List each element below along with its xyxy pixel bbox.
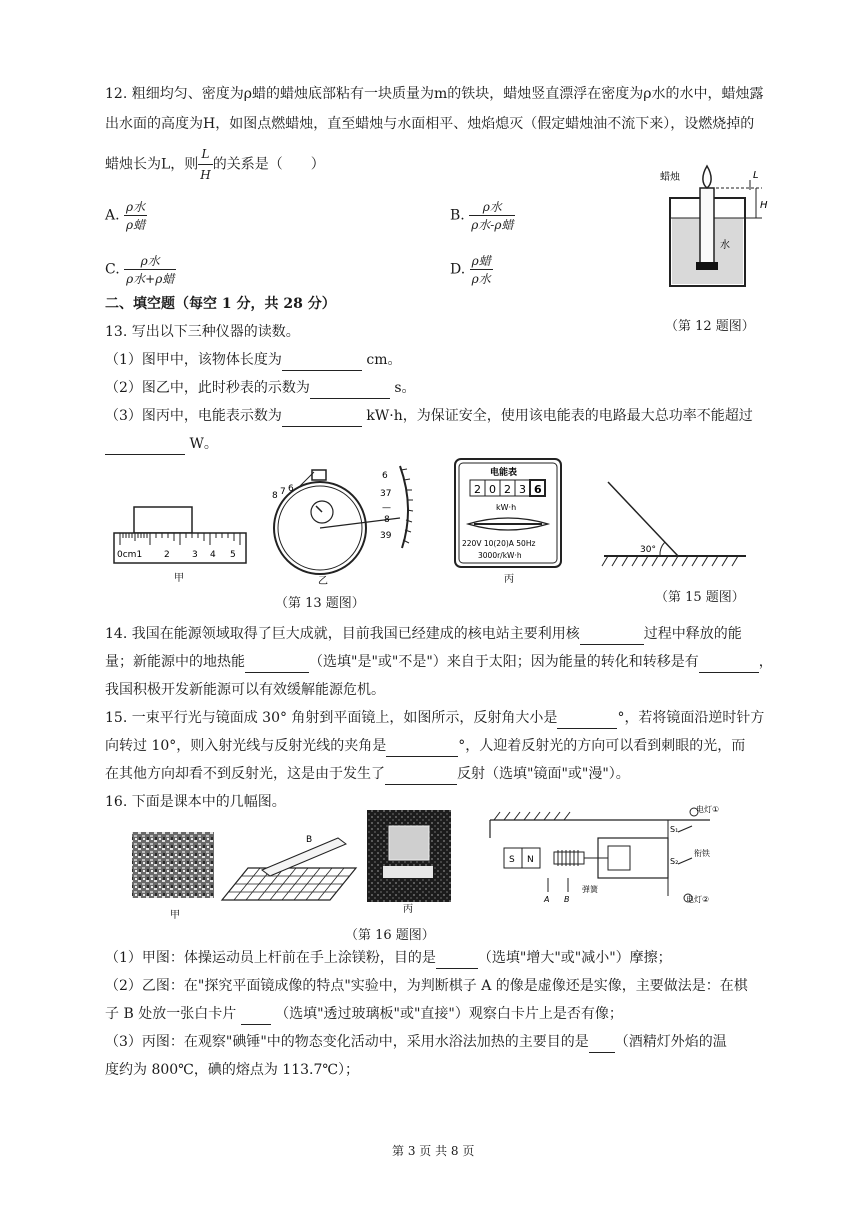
q12-candle-figure	[650, 158, 780, 290]
q16-blank-friction[interactable]	[436, 948, 478, 969]
q16-p2-post: （选填"透过玻璃板"或"直接"）观察白卡片上是否有像；	[275, 1006, 623, 1022]
meter-digits	[470, 480, 545, 496]
meter-digit-2: 0	[489, 483, 496, 496]
switch-s2	[678, 858, 692, 864]
q16-title: 16. 下面是课本中的几幅图。	[105, 794, 286, 810]
q15-line2	[105, 736, 745, 757]
q14-l2-mid: （选填"是"或"不是"）来自于太阳；因为能量的转化和转移是有	[309, 654, 699, 670]
option-a-fraction	[124, 198, 147, 233]
q13-p3-post: W。	[189, 436, 218, 452]
stopwatch-crown	[312, 470, 326, 480]
q16-part3-line1	[105, 1032, 727, 1053]
option-a-num: ρ水	[126, 200, 146, 214]
q12-option-a[interactable]	[105, 198, 147, 233]
q16-circuit-figure	[488, 802, 728, 904]
q13-part3-cont	[105, 434, 218, 455]
q13-p1-pre: （1）图甲中，该物体长度为	[105, 352, 282, 368]
angle-arc	[660, 542, 665, 556]
flame-icon	[703, 166, 711, 188]
option-d-den: ρ水	[471, 272, 491, 286]
q14-line1	[105, 624, 742, 645]
label-a: A	[544, 895, 550, 904]
q16-photo-jia	[130, 832, 220, 922]
iron-block	[696, 262, 718, 270]
measured-object	[134, 507, 192, 533]
label-L: L	[753, 170, 759, 181]
q15-line1	[105, 708, 764, 729]
q13-p3-mid: kW·h，为保证安全，使用该电能表的电路最大总功率不能超过	[366, 408, 753, 424]
q16-blank-purpose[interactable]	[589, 1032, 615, 1053]
label-s2: S₂	[670, 857, 679, 866]
q14-l1-pre: 14. 我国在能源领域取得了巨大成就，目前我国已经建成的核电站主要利用核	[105, 626, 580, 642]
ruler-label-5: 5	[230, 550, 236, 560]
q12-line2: 出水面的高度为H，如图点燃蜡烛，直至蜡烛与水面相平、烛焰熄灭（假定蜡烛油不流下来），设燃烧掉的	[105, 116, 755, 132]
q13-title: 13. 写出以下三种仪器的读数。	[105, 324, 300, 340]
q13-p2-post: s。	[394, 380, 416, 396]
q12-frac-den: H	[200, 168, 211, 182]
q14-line2	[105, 652, 773, 673]
q16-p2-pre: 子 B 处放一张白卡片	[105, 1006, 237, 1022]
q15-l3-pre: 在其他方向却看不到反射光，这是由于发生了	[105, 766, 385, 782]
q13-part3	[105, 406, 753, 427]
label-b-terminal: B	[564, 895, 570, 904]
meter-unit: kW·h	[496, 503, 517, 512]
meter-digit-4: 3	[519, 483, 526, 496]
angle-label: 30°	[640, 545, 656, 555]
label-H: H	[760, 200, 768, 211]
q14-blank-geothermal[interactable]	[245, 652, 309, 673]
q16-part1	[105, 948, 672, 969]
q16-p1-post: （选填"增大"或"减小"）摩擦；	[477, 950, 672, 966]
scale-label-8: 8	[384, 515, 390, 525]
option-b-den: ρ水-ρ蜡	[471, 218, 514, 232]
q16-caption: （第 16 题图）	[345, 928, 435, 943]
ruler-label-4: 4	[210, 550, 216, 560]
q16-mirror-grid-figure	[218, 832, 360, 904]
candle	[700, 188, 714, 268]
meter-digit-3: 2	[504, 483, 511, 496]
q13-blank-length[interactable]	[282, 350, 362, 371]
label-iron: 衔铁	[694, 849, 710, 858]
q13-part1	[105, 350, 402, 371]
q16-photo-bing	[365, 810, 453, 914]
q13-blank-power[interactable]	[105, 434, 185, 455]
ruler-label-3: 3	[192, 550, 198, 560]
ceiling-hatch	[494, 812, 570, 820]
label-candle: 蜡烛	[660, 172, 680, 183]
q14-l2-post: ，	[758, 654, 773, 670]
q16-part3-line2: 度约为 800℃，碘的熔点为 113.7℃）；	[105, 1062, 360, 1078]
ruler-label-0: 0cm1	[117, 550, 143, 560]
q15-mirror-figure	[600, 480, 750, 570]
chalk-hands-photo	[132, 832, 214, 898]
option-a-label: A.	[105, 207, 120, 224]
q12-option-c[interactable]	[105, 252, 176, 287]
option-b-fraction	[469, 198, 515, 233]
meter-title: 电能表	[490, 468, 518, 478]
q15-l2-pre: 向转过 10°，则入射光线与反射光线的夹角是	[105, 738, 387, 754]
q13-blank-stopwatch[interactable]	[310, 378, 390, 399]
switch-s1	[678, 826, 692, 832]
q12-line1: 12. 粗细均匀、密度为ρ蜡的蜡烛底部粘有一块质量为m的铁块，蜡烛竖直漂浮在密度为ρ水的水中，蜡烛露	[105, 86, 764, 102]
q12-line3-pre: 蜡烛长为L，则	[105, 156, 199, 173]
option-a-den: ρ蜡	[126, 218, 146, 232]
q13-meter-figure	[454, 458, 566, 586]
q12-option-b[interactable]	[450, 198, 515, 233]
label-yi: 乙	[318, 576, 328, 587]
q16-p3-pre: （3）丙图：在观察"碘锤"中的物态变化活动中，采用水浴法加热的主要目的是	[105, 1034, 589, 1050]
q12-option-d[interactable]	[450, 252, 493, 287]
q13-p2-pre: （2）图乙中，此时秒表的示数为	[105, 380, 310, 396]
label-light1: 电灯①	[696, 805, 720, 814]
option-c-den: ρ水+ρ蜡	[126, 272, 175, 286]
label-s1: S₁	[670, 825, 679, 834]
q15-l2-post: °，人迎着反射光的方向可以看到刺眼的光，而	[458, 738, 746, 754]
q14-line3: 我国积极开发新能源可以有效缓解能源危机。	[105, 682, 385, 698]
seconds-scale-arc	[400, 466, 408, 548]
beaker-in-photo	[389, 826, 429, 860]
option-c-label: C.	[105, 261, 120, 278]
q12-line3	[105, 144, 325, 185]
q16-part2-line1: （2）乙图：在"探究平面镜成像的特点"实验中，为判断棋子 A 的像是虚像还是实像，主要做法是：在棋	[105, 978, 748, 994]
q15-caption: （第 15 题图）	[655, 590, 745, 605]
option-b-num: ρ水	[469, 198, 515, 216]
q13-caption: （第 13 题图）	[275, 596, 365, 611]
meter-digit-5: 6	[534, 483, 542, 496]
label-jia: 甲	[174, 573, 184, 584]
q15-blank-included-angle[interactable]	[386, 736, 458, 757]
meter-digit-1: 2	[474, 483, 481, 496]
q15-blank-reflection-type[interactable]	[385, 764, 457, 785]
q12-line3-post: 的关系是（ ）	[212, 156, 325, 173]
q13-stopwatch-figure	[270, 458, 420, 588]
label-bing: 丙	[504, 574, 514, 585]
label-n-pole: N	[527, 855, 534, 865]
q16-p1-pre: （1）甲图：体操运动员上杆前在手上涂镁粉，目的是	[105, 950, 436, 966]
q13-ruler-figure	[112, 505, 252, 585]
option-c-num: ρ水	[124, 252, 176, 270]
q14-l1-post: 过程中释放的能	[643, 626, 742, 642]
outer-label-8: 8	[272, 491, 278, 501]
scale-label-6: 6	[382, 471, 388, 481]
label-s-pole: S	[509, 855, 515, 865]
q16-blank-observe[interactable]	[241, 1004, 271, 1025]
q13-p3-pre: （3）图丙中，电能表示数为	[105, 408, 282, 424]
label-spring: 弹簧	[582, 885, 598, 894]
q13-blank-energy[interactable]	[282, 406, 362, 427]
scale-label-39: 39	[380, 531, 392, 541]
meter-spec: 220V 10(20)A 50Hz	[462, 539, 536, 548]
q16-p3-post: （酒精灯外焰的温	[614, 1034, 727, 1050]
q15-l1-post: °，若将镜面沿逆时针方	[617, 710, 765, 726]
q15-l3-post: 反射（选填"镜面"或"漫"）。	[457, 766, 630, 782]
scale-label-dash: —	[382, 503, 391, 513]
q16-part2-line2	[105, 1004, 623, 1025]
q15-blank-reflection-angle[interactable]	[557, 708, 617, 729]
section2-heading: 二、填空题（每空 1 分，共 28 分）	[105, 296, 336, 312]
option-d-num: ρ蜡	[471, 254, 491, 268]
option-b-label: B.	[450, 207, 465, 224]
meter-rate: 3000r/kW·h	[478, 551, 522, 560]
label-photo-bing: 丙	[403, 904, 413, 914]
q14-blank-nuclear[interactable]	[580, 624, 644, 645]
label-water: 水	[720, 240, 730, 251]
q15-l1-pre: 15. 一束平行光与镜面成 30° 角射到平面镜上，如图所示，反射角大小是	[105, 710, 558, 726]
q15-line3	[105, 764, 630, 785]
q12-frac-num: L	[198, 144, 212, 165]
option-c-fraction	[124, 252, 176, 287]
q13-part2	[105, 378, 416, 399]
q14-l2-pre: 量；新能源中的地热能	[105, 654, 245, 670]
label-light2: 电灯②	[686, 895, 710, 904]
armature	[608, 846, 630, 870]
q14-blank-direction[interactable]	[699, 652, 759, 673]
ruler-label-2: 2	[164, 550, 170, 560]
label-piece-b: B	[306, 835, 313, 845]
q12-caption: （第 12 题图）	[665, 319, 755, 334]
label-photo-jia: 甲	[170, 910, 180, 921]
mirror-hatching	[602, 556, 738, 566]
q13-p1-post: cm。	[366, 352, 402, 368]
outer-label-6: 6	[288, 484, 294, 494]
outer-label-7: 7	[280, 487, 286, 497]
option-d-fraction	[470, 252, 493, 287]
option-d-label: D.	[450, 261, 466, 278]
stand-in-photo	[383, 866, 433, 878]
page-footer: 第 3 页 共 8 页	[392, 1144, 475, 1158]
q12-fraction	[198, 144, 212, 185]
scale-label-37: 37	[380, 489, 392, 499]
